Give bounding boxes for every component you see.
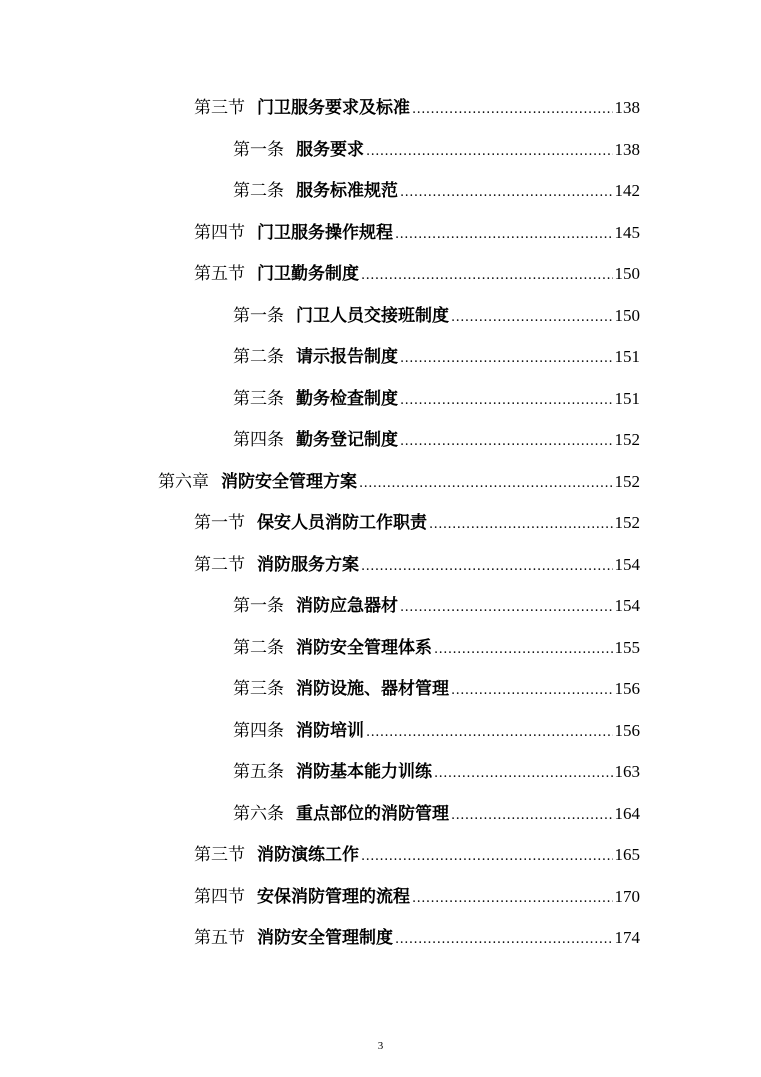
toc-entry-number: 第六章 — [158, 471, 209, 492]
toc-entry[interactable] — [194, 924, 640, 948]
toc-entry-page: 152 — [614, 471, 640, 491]
dot-leader — [451, 808, 613, 824]
toc-entry[interactable] — [233, 385, 640, 409]
dot-leader — [395, 227, 613, 243]
dot-leader — [412, 102, 613, 118]
toc-entry-number: 第一条 — [233, 305, 284, 326]
toc-entry-number: 第二条 — [233, 347, 284, 367]
toc-entry-title: 消防设施、器材管理 — [296, 679, 449, 699]
toc-entry-title: 勤务检查制度 — [296, 388, 398, 409]
toc-entry-page: 150 — [614, 264, 640, 283]
toc-entry-page: 154 — [614, 596, 640, 615]
toc-entry[interactable] — [194, 260, 640, 284]
toc-entry-page: 164 — [614, 803, 640, 823]
dot-leader — [395, 932, 613, 948]
dot-leader — [400, 185, 613, 201]
toc-entry-page: 145 — [614, 222, 640, 242]
toc-entry-title: 消防安全管理方案 — [221, 471, 357, 492]
toc-entry-number: 第一条 — [233, 596, 284, 616]
toc-entry-page: 170 — [614, 886, 640, 906]
toc-entry-title: 安保消防管理的流程 — [257, 886, 410, 907]
toc-entry-number: 第三条 — [233, 679, 284, 699]
dot-leader — [400, 600, 613, 616]
toc-entry-page: 138 — [614, 98, 640, 117]
toc-entry-number: 第三节 — [194, 98, 245, 118]
toc-entry-page: 152 — [614, 430, 640, 449]
toc-entry-number: 第二节 — [194, 554, 245, 575]
dot-leader — [359, 476, 613, 492]
toc-entry-title: 请示报告制度 — [296, 347, 398, 367]
toc-entry[interactable] — [233, 758, 640, 782]
toc-entry-title: 消防应急器材 — [296, 596, 398, 616]
toc-entry-page: 156 — [614, 679, 640, 698]
toc-entry-title: 消防安全管理体系 — [296, 637, 432, 658]
dot-leader — [400, 434, 613, 450]
toc-entry-page: 152 — [614, 513, 640, 532]
dot-leader — [361, 849, 613, 865]
toc-entry-title: 服务标准规范 — [296, 181, 398, 201]
toc-entry[interactable] — [194, 509, 640, 533]
toc-entry-title: 重点部位的消防管理 — [296, 803, 449, 824]
toc-entry-page: 163 — [614, 762, 640, 781]
toc-entry-title: 勤务登记制度 — [296, 430, 398, 450]
toc-entry-page: 151 — [614, 347, 640, 366]
toc-entry-number: 第三条 — [233, 388, 284, 409]
toc-entry[interactable] — [233, 592, 640, 616]
toc-entry-page: 174 — [614, 928, 640, 947]
toc-entry-title: 消防培训 — [296, 720, 364, 741]
toc-entry-number: 第四条 — [233, 430, 284, 450]
toc-entry[interactable] — [158, 468, 640, 492]
page-number: 3 — [377, 1040, 384, 1052]
toc-entry-page: 138 — [614, 139, 640, 159]
toc-entry-number: 第六条 — [233, 803, 284, 824]
toc-entry-number: 第一条 — [233, 139, 284, 160]
toc-entry-number: 第四条 — [233, 720, 284, 741]
dot-leader — [400, 351, 613, 367]
toc-entry-number: 第三节 — [194, 845, 245, 865]
toc-entry-title: 门卫人员交接班制度 — [296, 305, 449, 326]
toc-entry-title: 消防安全管理制度 — [257, 928, 393, 948]
dot-leader — [429, 517, 613, 533]
toc-entry-title: 消防服务方案 — [257, 554, 359, 575]
dot-leader — [400, 393, 613, 409]
toc-entry-title: 消防基本能力训练 — [296, 762, 432, 782]
toc-entry[interactable] — [194, 219, 640, 243]
toc-entry[interactable] — [233, 302, 640, 326]
toc-entry-page: 154 — [614, 554, 640, 574]
toc-entry-title: 服务要求 — [296, 139, 364, 160]
toc-entry-title: 门卫服务操作规程 — [257, 222, 393, 243]
toc-entry-title: 保安人员消防工作职责 — [257, 513, 427, 533]
toc-entry-number: 第二条 — [233, 181, 284, 201]
toc-entry-page: 151 — [614, 388, 640, 408]
toc-entry[interactable] — [233, 343, 640, 367]
toc-entry-number: 第二条 — [233, 637, 284, 658]
toc-entry-number: 第五条 — [233, 762, 284, 782]
dot-leader — [451, 310, 613, 326]
toc-entry-title: 门卫服务要求及标准 — [257, 98, 410, 118]
dot-leader — [361, 559, 613, 575]
toc-entry-title: 消防演练工作 — [257, 845, 359, 865]
toc-entry-number: 第一节 — [194, 513, 245, 533]
dot-leader — [361, 268, 613, 284]
toc-entry[interactable] — [194, 841, 640, 865]
toc-entry[interactable] — [233, 634, 640, 658]
dot-leader — [366, 725, 613, 741]
toc-entry[interactable] — [194, 883, 640, 907]
toc-entry-number: 第四节 — [194, 222, 245, 243]
toc-entry-page: 150 — [614, 305, 640, 325]
toc-entry[interactable] — [233, 800, 640, 824]
toc-entry-page: 142 — [614, 181, 640, 200]
toc-entry-title: 门卫勤务制度 — [257, 264, 359, 284]
toc-entry-number: 第四节 — [194, 886, 245, 907]
toc-entry-page: 155 — [614, 637, 640, 657]
toc-entry[interactable] — [194, 94, 640, 118]
dot-leader — [412, 891, 613, 907]
toc-entry[interactable] — [233, 177, 640, 201]
toc-entry[interactable] — [233, 426, 640, 450]
toc-entry-page: 165 — [614, 845, 640, 864]
toc-entry[interactable] — [194, 551, 640, 575]
dot-leader — [434, 766, 613, 782]
toc-entry[interactable] — [233, 136, 640, 160]
dot-leader — [366, 144, 613, 160]
toc-entry-number: 第五节 — [194, 264, 245, 284]
toc-entry-page: 156 — [614, 720, 640, 740]
toc-entry[interactable] — [233, 675, 640, 699]
dot-leader — [434, 642, 613, 658]
dot-leader — [451, 683, 613, 699]
toc-entry[interactable] — [233, 717, 640, 741]
toc-entry-number: 第五节 — [194, 928, 245, 948]
